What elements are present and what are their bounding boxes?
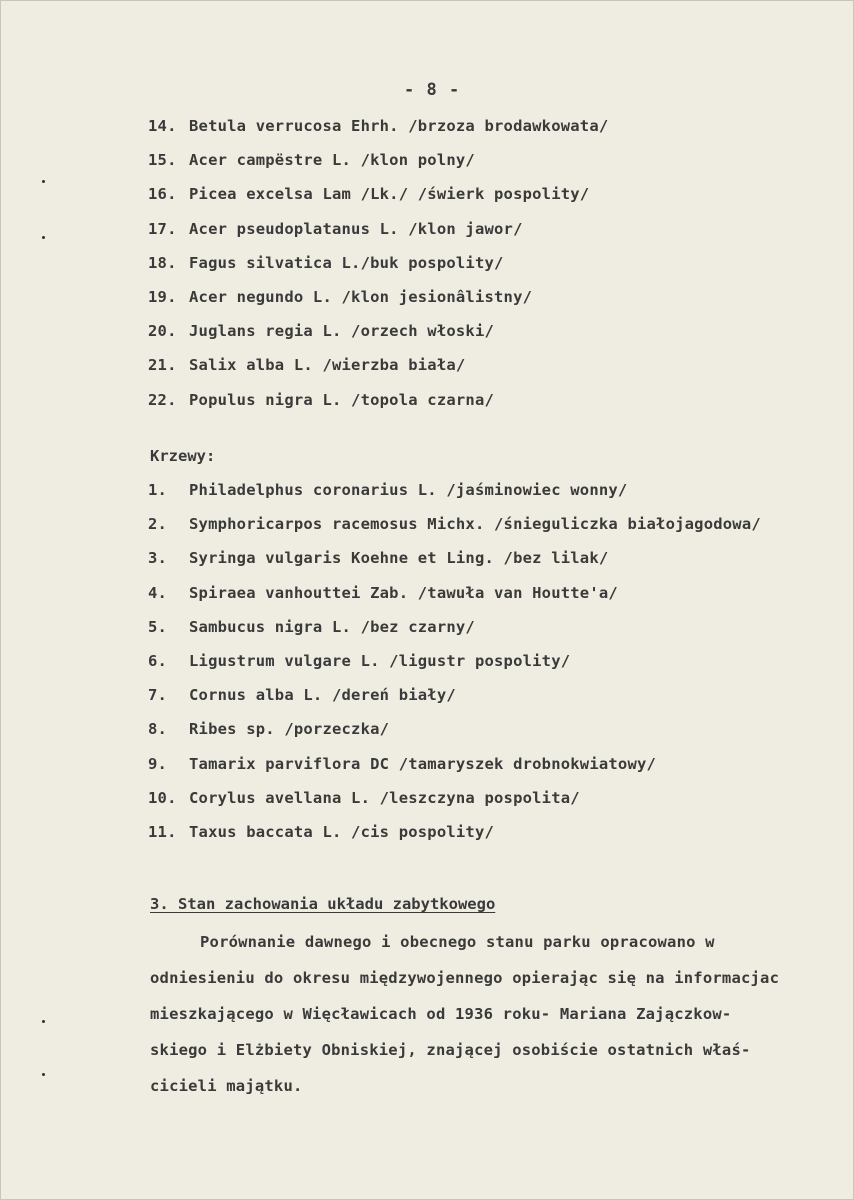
scan-mark [42,1073,45,1076]
tree-item [148,220,523,238]
tree-item [148,356,465,374]
scan-mark [42,180,45,183]
scan-mark [42,1020,45,1023]
tree-item [148,151,475,169]
page-number: - 8 - [404,80,461,100]
shrub-item [148,584,618,602]
item-text: Ligustrum vulgare L. /ligustr pospolity/ [189,652,571,670]
item-number: 20. [148,322,177,341]
item-text: Betula verrucosa Ehrh. /brzoza brodawkowata/ [189,117,609,135]
item-text: Syringa vulgaris Koehne et Ling. /bez lilak/ [189,549,609,568]
item-number: 21. [148,356,177,375]
shrubs-heading: Krzewy: [150,447,216,465]
item-number: 19. [148,288,177,306]
paragraph-line: mieszkającego w Więcławicach od 1936 roku- Mariana Zajączkow- [150,1005,732,1023]
item-number: 17. [148,219,177,238]
item-number: 16. [148,185,177,204]
item-text: Sambucus nigra L. /bez czarny/ [189,617,475,636]
scan-mark [42,236,45,239]
item-text: Ribes sp. /porzeczka/ [189,720,390,739]
item-text: Acer negundo L. /klon jesionâlistny/ [189,288,533,306]
item-text: Corylus avellana L. /leszczyna pospolita/ [189,788,580,807]
tree-item [148,185,589,203]
item-text: Populus nigra L. /topola czarna/ [189,390,495,409]
tree-item [148,322,494,340]
shrub-item [148,720,389,738]
shrub-item [148,823,494,841]
shrub-item [148,549,608,567]
tree-item [148,391,494,409]
paragraph-line: skiego i Elżbiety Obniskiej, znającej osobiście ostatnich właś- [150,1041,751,1059]
item-number: 2. [148,515,168,534]
item-number: 22. [148,390,177,409]
item-text: Juglans regia L. /orzech włoski/ [189,322,495,341]
item-text: Philadelphus coronarius L. /jaśminowiec wonny/ [189,481,628,499]
shrub-item [148,789,580,807]
item-number: 10. [148,788,177,807]
shrub-item [148,515,761,533]
shrub-item [148,686,456,704]
item-text: Fagus silvatica L./buk pospolity/ [189,253,504,272]
item-text: Cornus alba L. /dereń biały/ [189,686,456,705]
item-text: Picea excelsa Lam /Lk./ /świerk pospolity/ [189,185,590,204]
item-text: Salix alba L. /wierzba biała/ [189,356,466,375]
item-number: 1. [148,481,168,499]
item-number: 18. [148,253,177,272]
shrub-item [148,481,627,499]
item-number: 6. [148,652,168,670]
item-text: Acer pseudoplatanus L. /klon jawor/ [189,219,523,238]
item-text: Tamarix parviflora DC /tamaryszek drobnokwiatowy/ [189,754,657,773]
item-number: 15. [148,151,177,170]
shrub-item [148,652,570,670]
shrub-item [148,755,656,773]
tree-item [148,288,532,306]
item-text: Spiraea vanhouttei Zab. /tawuła van Houtte'a/ [189,583,618,602]
shrub-item [148,618,475,636]
item-number: 5. [148,617,168,636]
item-text: Symphoricarpos racemosus Michx. /śnieguliczka białojagodowa/ [189,515,761,534]
item-number: 4. [148,583,168,602]
item-number: 7. [148,686,168,705]
paragraph-line: cicieli majątku. [150,1077,303,1095]
section-title: 3. Stan zachowania układu zabytkowego [150,895,496,913]
item-number: 11. [148,823,177,841]
paragraph-line: odniesieniu do okresu międzywojennego opierając się na informacjac [150,969,780,987]
item-number: 3. [148,549,168,568]
item-number: 9. [148,754,168,773]
item-number: 14. [148,117,177,135]
paragraph-line: Porównanie dawnego i obecnego stanu parku opracowano w [200,933,715,951]
item-number: 8. [148,720,168,739]
item-text: Acer campëstre L. /klon polny/ [189,151,475,170]
tree-item [148,117,608,135]
tree-item [148,254,504,272]
item-text: Taxus baccata L. /cis pospolity/ [189,823,495,841]
